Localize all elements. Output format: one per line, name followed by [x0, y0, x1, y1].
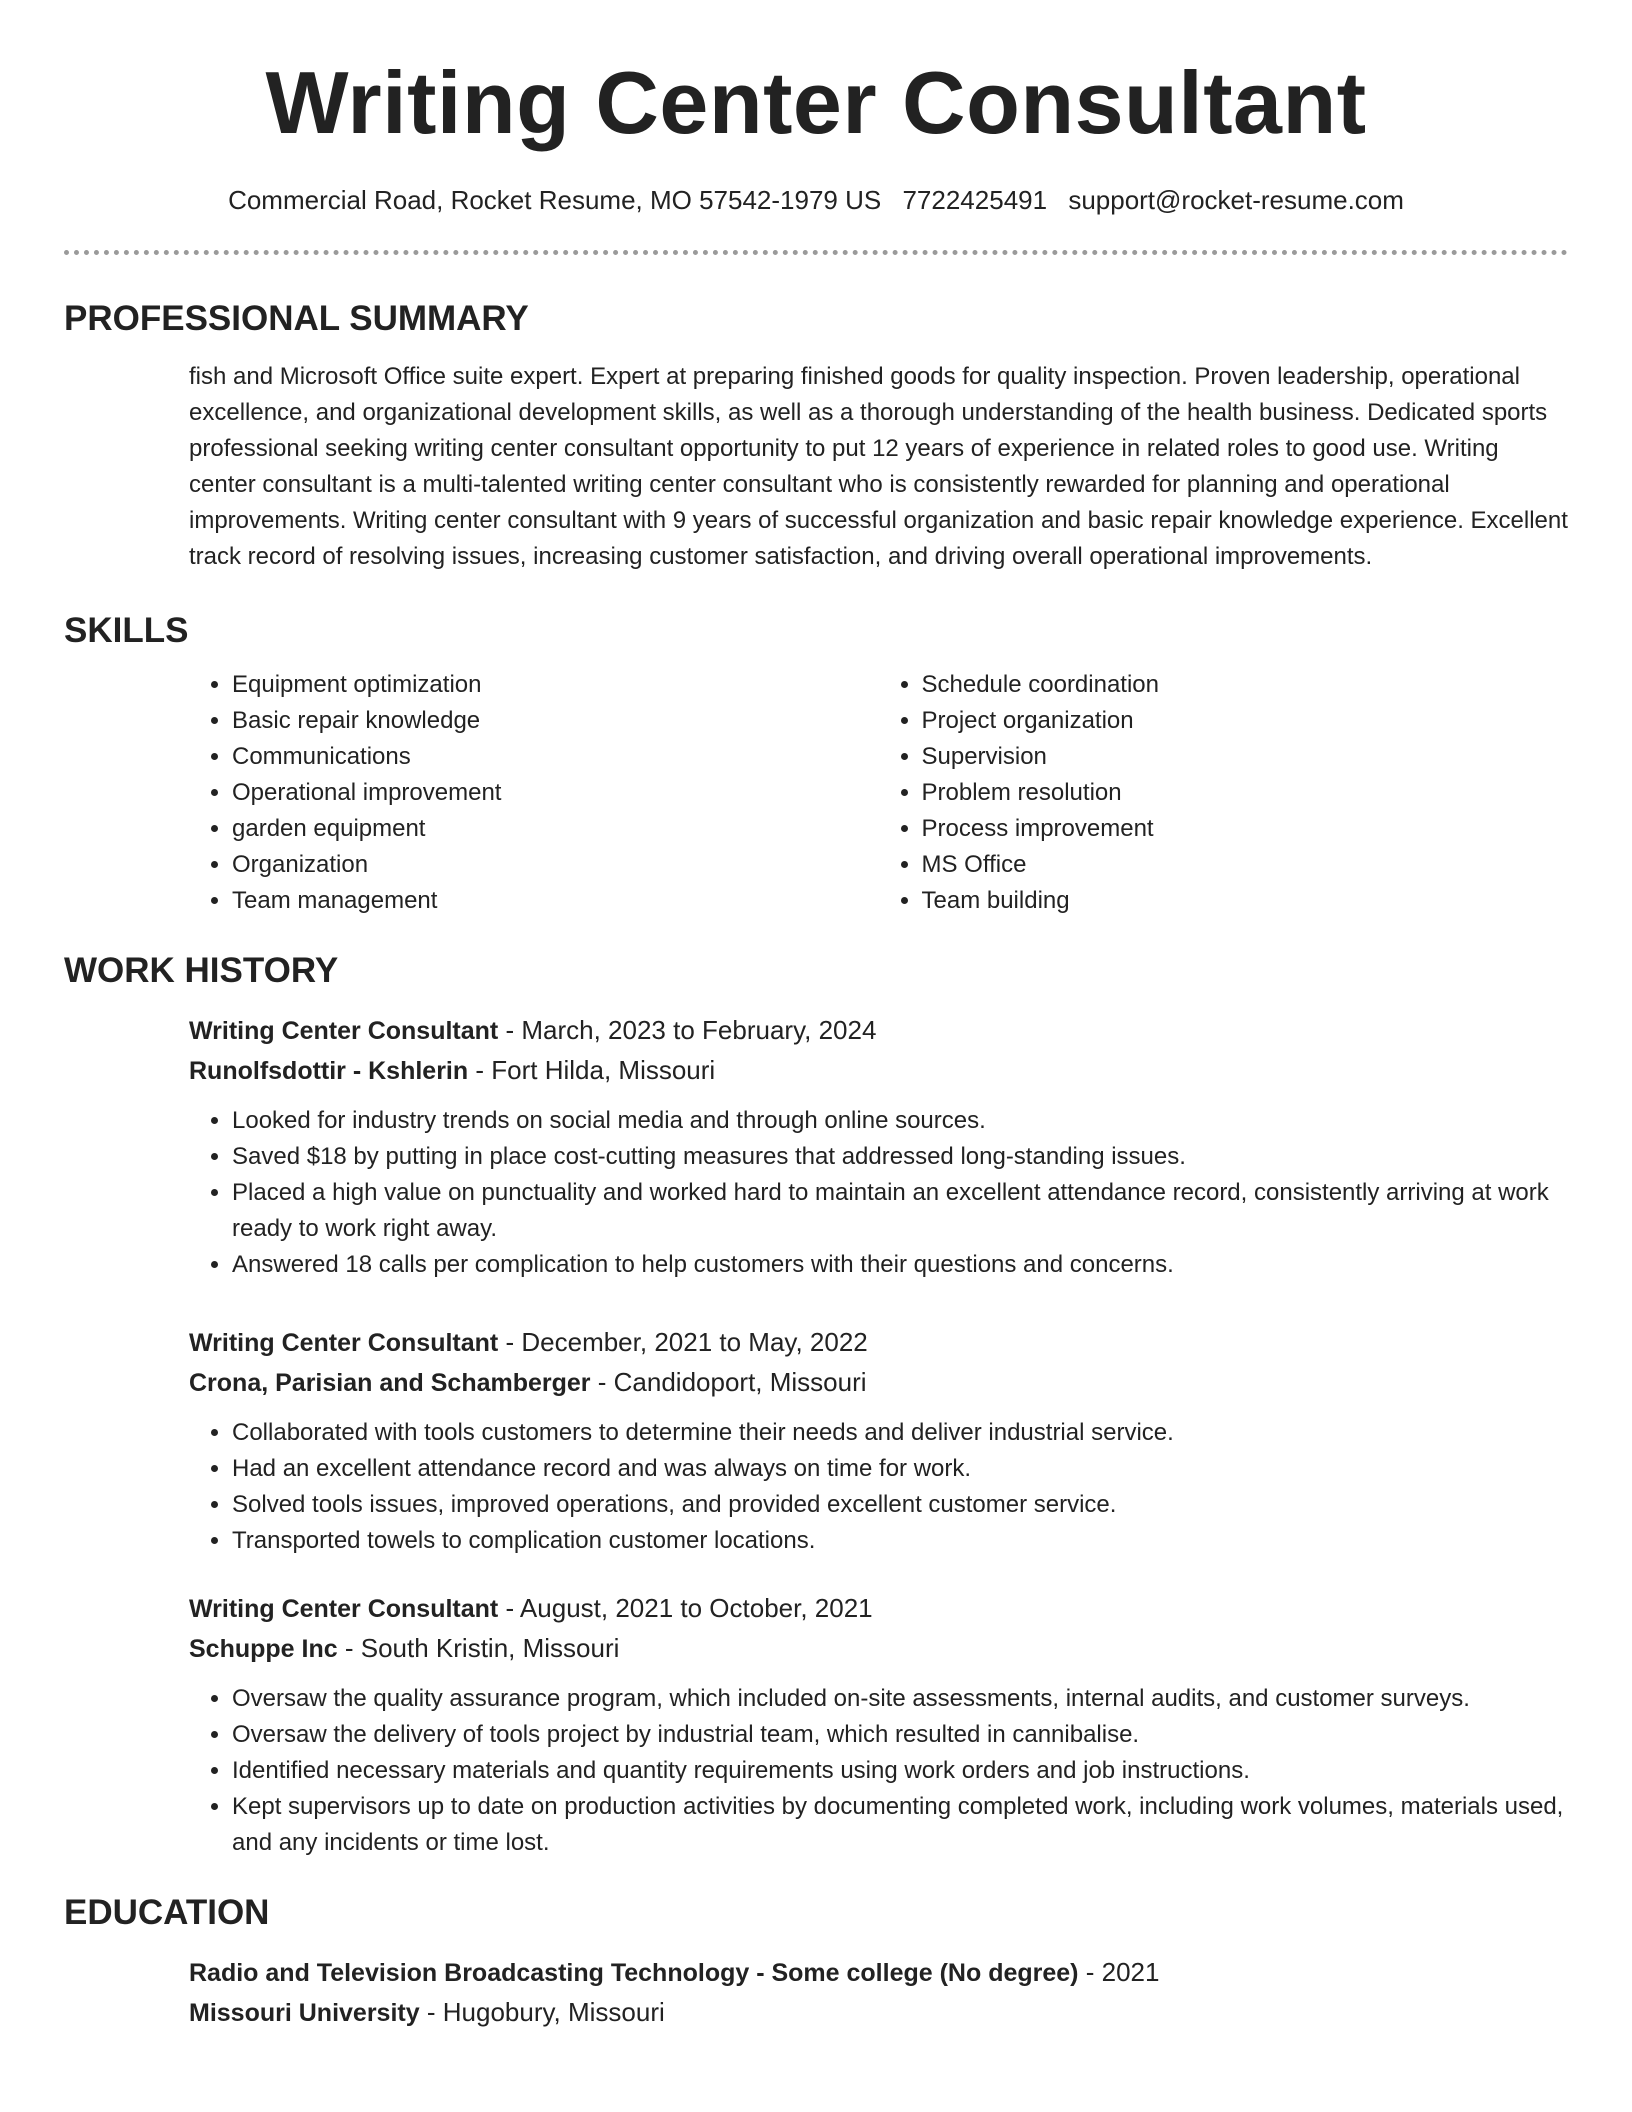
- contact-email: support@rocket-resume.com: [1068, 185, 1404, 215]
- job-title: Writing Center Consultant: [189, 1329, 499, 1357]
- skill-item: • Schedule coordination: [922, 667, 1569, 703]
- job-location: - Fort Hilda, Missouri: [468, 1055, 716, 1085]
- job-dates: - December, 2021 to May, 2022: [498, 1327, 868, 1357]
- job-entry: [189, 1323, 1568, 1559]
- job-title-line: [189, 1589, 1568, 1629]
- skill-item: • MS Office: [922, 847, 1569, 883]
- skill-item: • Operational improvement: [232, 775, 879, 811]
- education-degree: Radio and Television Broadcasting Technology - Some college (No degree): [189, 1959, 1079, 1987]
- job-entry: [189, 1011, 1568, 1283]
- skills-section: [64, 609, 1568, 919]
- summary-title: PROFESSIONAL SUMMARY: [64, 299, 529, 338]
- job-bullet: • Answered 18 calls per complication to help customers with their questions and concerns.: [232, 1247, 1568, 1283]
- job-bullet: • Solved tools issues, improved operations, and provided excellent customer service.: [232, 1487, 1568, 1523]
- job-dates: - March, 2023 to February, 2024: [498, 1015, 877, 1045]
- skill-item: • Process improvement: [922, 811, 1569, 847]
- job-location: - South Kristin, Missouri: [337, 1633, 620, 1663]
- skill-item: • Problem resolution: [922, 775, 1569, 811]
- job-bullet: • Kept supervisors up to date on production activities by documenting completed work, including work volumes, materials used, and any incidents or time lost.: [232, 1789, 1568, 1861]
- job-location: - Candidoport, Missouri: [590, 1367, 867, 1397]
- job-dates: - August, 2021 to October, 2021: [498, 1593, 873, 1623]
- header-divider: [64, 250, 1568, 255]
- job-bullet: • Looked for industry trends on social media and through online sources.: [232, 1103, 1568, 1139]
- skill-item: • Supervision: [922, 739, 1569, 775]
- job-bullet: • Collaborated with tools customers to determine their needs and deliver industrial service.: [232, 1415, 1568, 1451]
- skill-item: • Equipment optimization: [232, 667, 879, 703]
- job-bullet: • Identified necessary materials and quantity requirements using work orders and job instructions.: [232, 1753, 1568, 1789]
- skill-item: • Team building: [922, 883, 1569, 919]
- job-bullets: [189, 1103, 1568, 1283]
- job-company-line: [189, 1051, 1568, 1091]
- job-bullet: • Saved $18 by putting in place cost-cutting measures that addressed long-standing issues.: [232, 1139, 1568, 1175]
- skills-left-list: [189, 667, 879, 919]
- summary-text: fish and Microsoft Office suite expert. Expert at preparing finished goods for quality inspection. Proven leadership, operational excellence, and organizational development skills, as well as a thorough understanding of the health business. Dedicated sports professional seeking writing center consultant opportunity to put 12 years of experience in related roles to good use. Writing center consultant is a multi-talented writing center consultant who is consistently rewarded for planning and operational improvements. Writing center consultant with 9 years of successful organization and basic repair knowledge experience. Excellent track record of resolving issues, increasing customer satisfaction, and driving overall operational improvements.: [189, 363, 1568, 570]
- skills-right-list: [879, 667, 1569, 919]
- job-bullets: [189, 1415, 1568, 1559]
- job-company: Runolfsdottir - Kshlerin: [189, 1057, 469, 1085]
- job-bullet: • Oversaw the delivery of tools project by industrial team, which resulted in cannibalise.: [232, 1717, 1568, 1753]
- skill-item: • Team management: [232, 883, 879, 919]
- work-history-section: [64, 949, 1568, 1861]
- job-bullets: [189, 1681, 1568, 1861]
- skill-item: • Communications: [232, 739, 879, 775]
- job-title: Writing Center Consultant: [189, 1595, 499, 1623]
- summary-section: [64, 297, 1568, 575]
- job-title-line: [189, 1011, 1568, 1051]
- contact-address: Commercial Road, Rocket Resume, MO 57542-1979 US: [228, 185, 882, 215]
- job-bullet: • Had an excellent attendance record and was always on time for work.: [232, 1451, 1568, 1487]
- education-year: - 2021: [1078, 1957, 1160, 1987]
- skill-item: • Project organization: [922, 703, 1569, 739]
- contact-line: [64, 182, 1568, 218]
- job-bullet: • Oversaw the quality assurance program, which included on-site assessments, internal audits, and customer surveys.: [232, 1681, 1568, 1717]
- education-location: - Hugobury, Missouri: [419, 1997, 665, 2027]
- education-degree-line: [189, 1953, 1568, 1993]
- job-title-line: [189, 1323, 1568, 1363]
- job-company: Schuppe Inc: [189, 1635, 338, 1663]
- skills-title: SKILLS: [64, 611, 189, 650]
- job-bullet: • Placed a high value on punctuality and worked hard to maintain an excellent attendance record, consistently arriving at work ready to work right away.: [232, 1175, 1568, 1247]
- education-title: EDUCATION: [64, 1893, 270, 1932]
- job-company-line: [189, 1363, 1568, 1403]
- job-entry: [189, 1589, 1568, 1861]
- skill-item: • Organization: [232, 847, 879, 883]
- resume-header: [64, 0, 1568, 218]
- job-company: Crona, Parisian and Schamberger: [189, 1369, 591, 1397]
- education-school: Missouri University: [189, 1999, 420, 2027]
- skills-columns: [64, 667, 1568, 919]
- work-history-title: WORK HISTORY: [64, 951, 339, 990]
- job-bullet: • Transported towels to complication customer locations.: [232, 1523, 1568, 1559]
- job-title: Writing Center Consultant: [189, 1017, 499, 1045]
- candidate-name: Writing Center Consultant: [265, 53, 1367, 152]
- education-section: [64, 1891, 1568, 2033]
- skill-item: • Basic repair knowledge: [232, 703, 879, 739]
- contact-phone: 7722425491: [902, 185, 1048, 215]
- education-school-line: [189, 1993, 1568, 2033]
- skill-item: • garden equipment: [232, 811, 879, 847]
- job-company-line: [189, 1629, 1568, 1669]
